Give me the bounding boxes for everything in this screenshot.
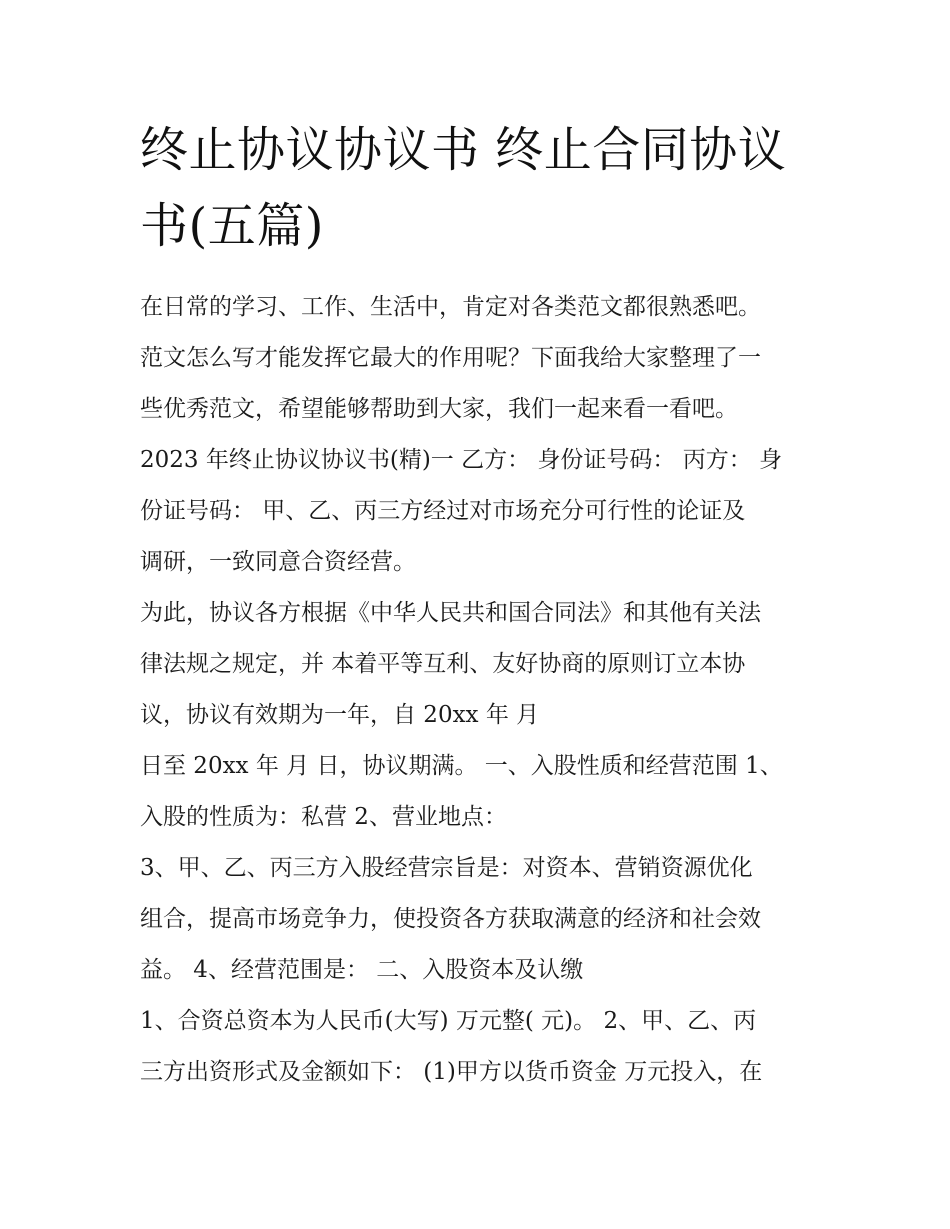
text-line: 1、合资总资本为人民币(大写) 万元整( 元)。 2、甲、乙、丙 [140,1008,757,1034]
text-line: 三方出资形式及金额如下： (1)甲方以货币资金 万元投入，在 [140,1059,763,1085]
text-line: 议，协议有效期为一年，自 20xx 年 月 [140,702,540,728]
text-line: 调研，一致同意合资经营。 [140,549,416,575]
text-line: 些优秀范文，希望能够帮助到大家，我们一起来看一看吧。 [140,396,738,422]
text-line: 为此，协议各方根据《中华人民共和国合同法》和其他有关法 [140,600,761,626]
title-line: 书(五篇) [140,198,324,254]
text-line: 律法规之规定，并 本着平等互利、友好协商的原则订立本协 [140,651,746,677]
text-line: 份证号码： 甲、乙、丙三方经过对市场充分可行性的论证及 [140,498,746,524]
text-block [140,282,820,1098]
text-line: 范文怎么写才能发挥它最大的作用呢？下面我给大家整理了一 [140,345,761,371]
title-line: 终止协议协议书 终止合同协议 [140,122,787,178]
text-line: 组合，提高市场竞争力，使投资各方获取满意的经济和社会效 [140,906,761,932]
title-spacer [140,264,820,282]
text-line: 2023 年终止协议协议书(精)一 乙方： 身份证号码： 丙方： 身 [140,447,783,473]
text-line: 日至 20xx 年 月 日，协议期满。 一、入股性质和经营范围 1、 [140,753,783,779]
text-line: 益。 4、经营范围是： 二、入股资本及认缴 [140,957,584,983]
text-line: 3、甲、乙、丙三方入股经营宗旨是：对资本、营销资源优化 [140,855,753,881]
text-line: 在日常的学习、工作、生活中，肯定对各类范文都很熟悉吧。 [140,294,761,320]
document-body [140,112,820,1098]
text-line: 入股的性质为：私营 2、营业地点： [140,804,507,830]
document-title [140,112,820,264]
